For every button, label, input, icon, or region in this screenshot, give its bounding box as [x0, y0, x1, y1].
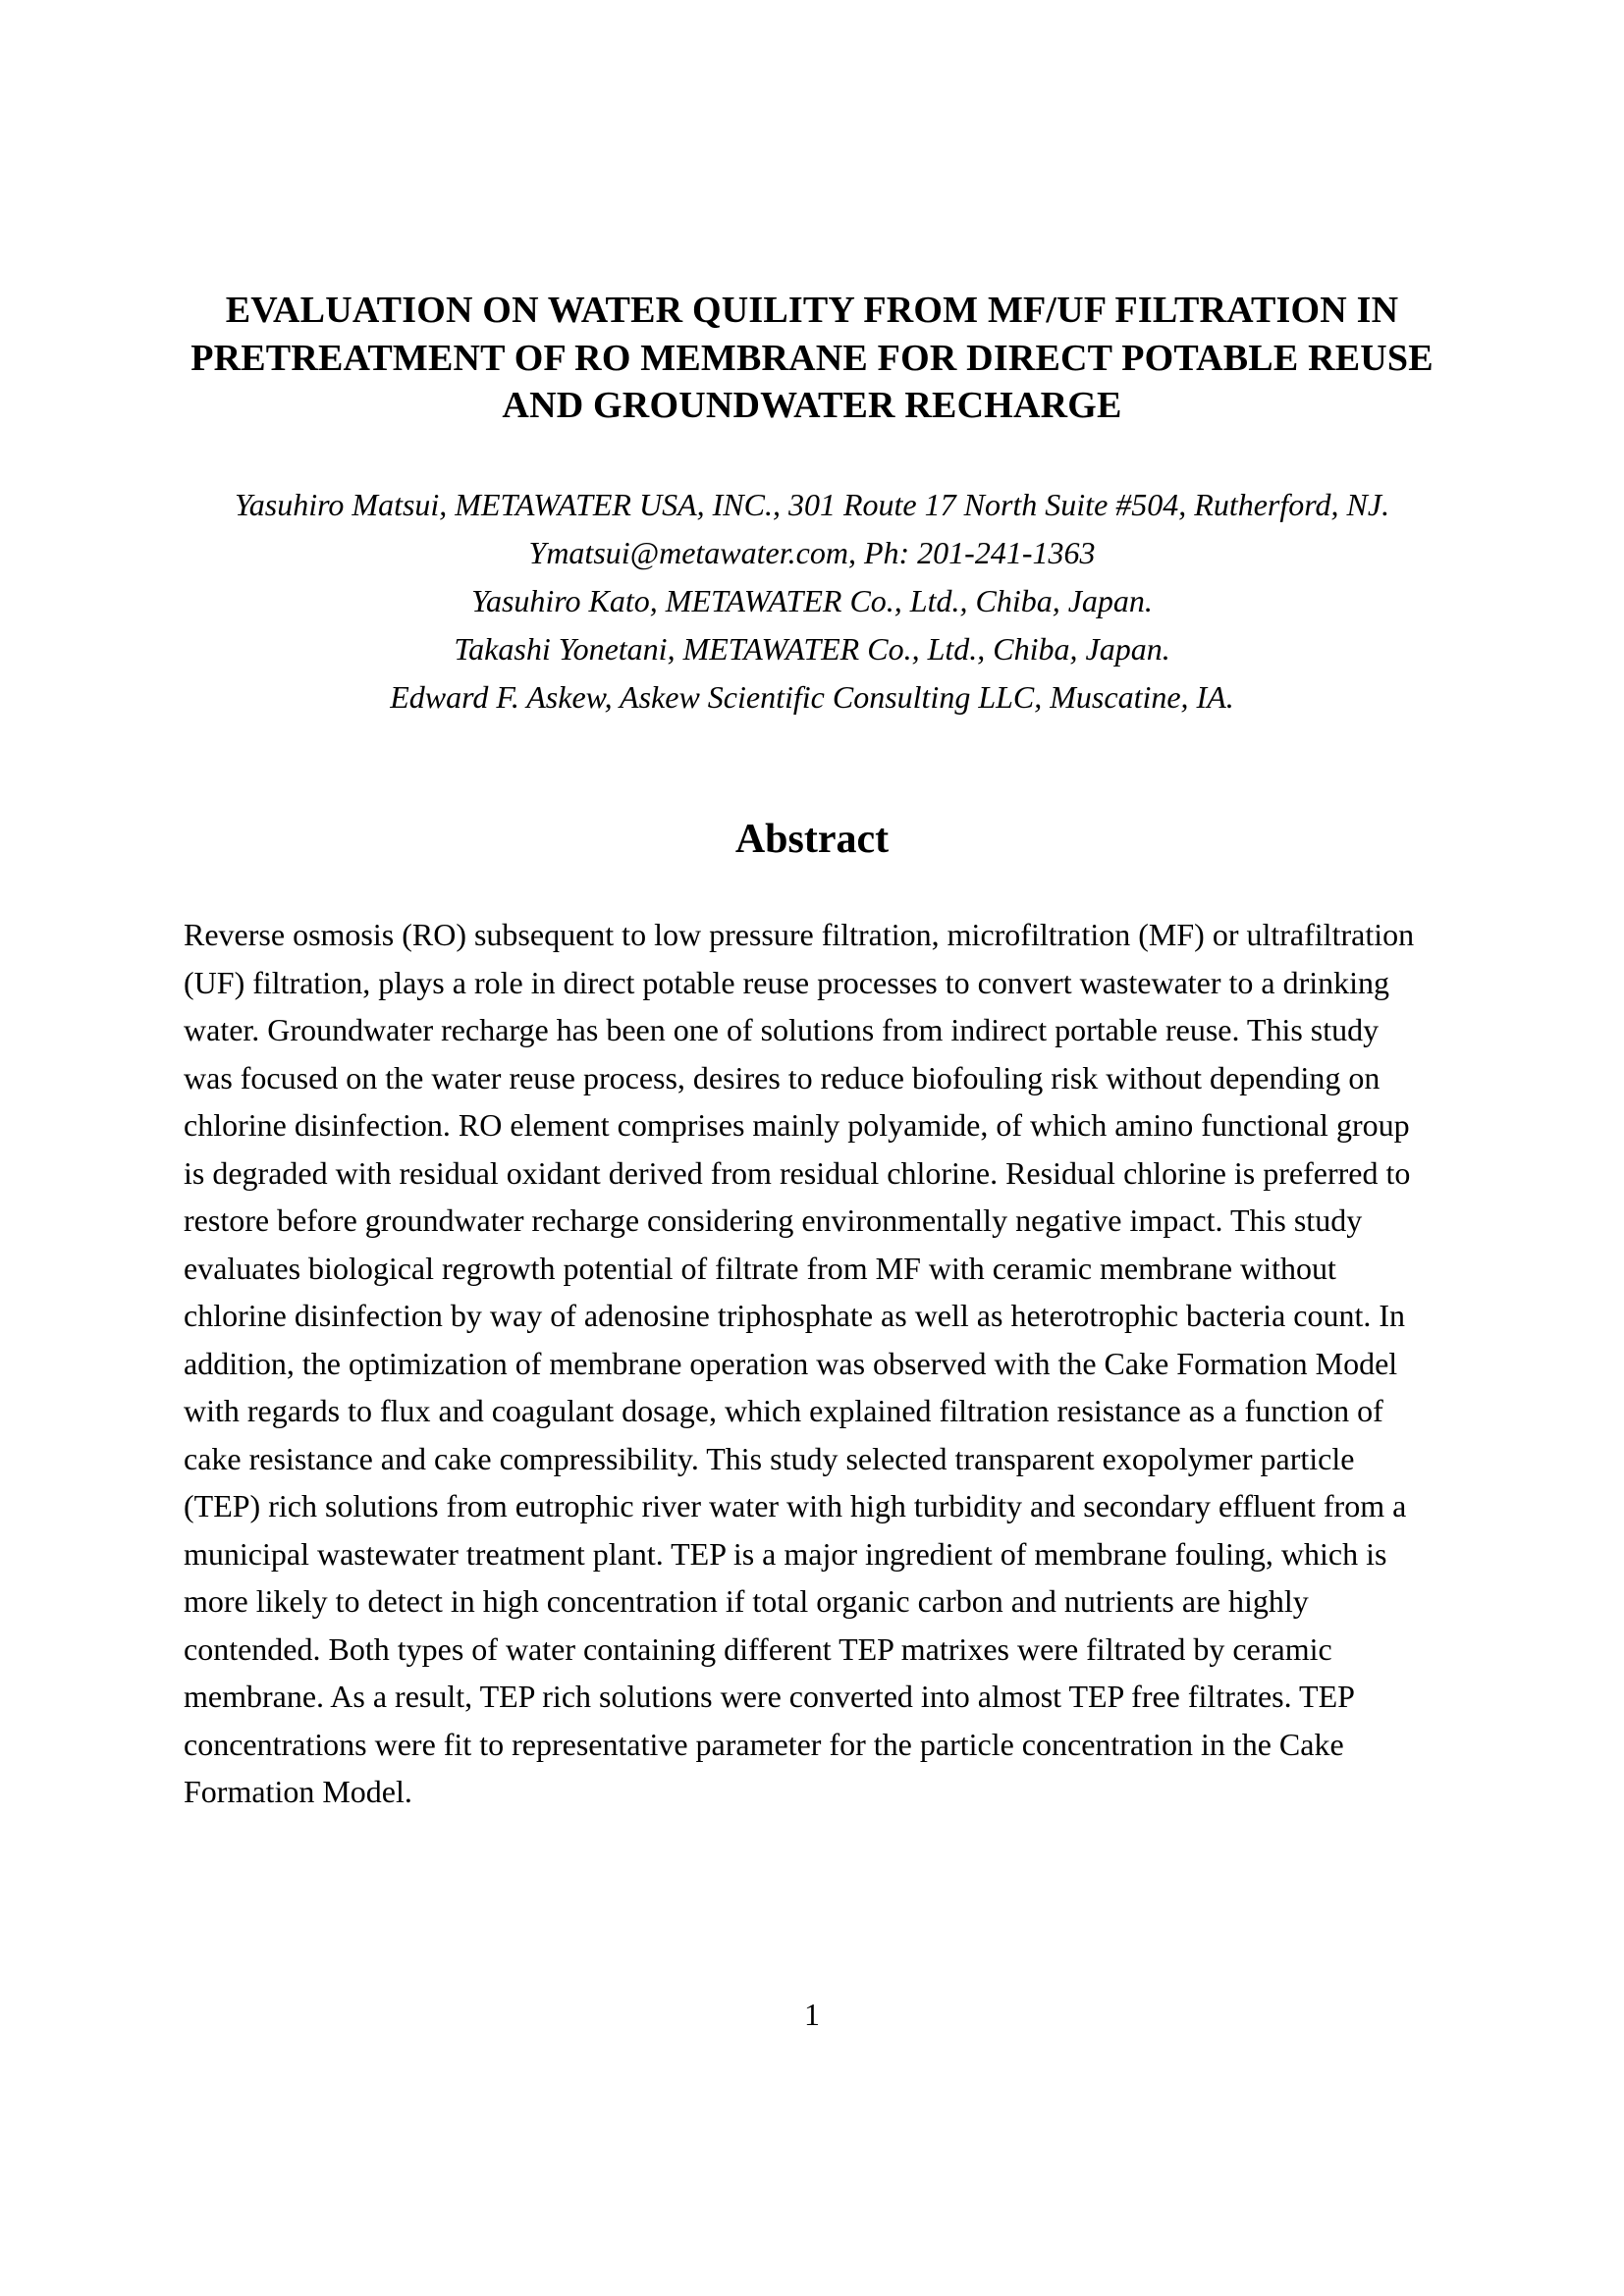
abstract-text-line: cake resistance and cake compressibility. This study selected transparent exopolymer particle	[184, 1440, 1355, 1476]
author-contact-line: Ymatsui@metawater.com, Ph: 201-241-1363	[528, 535, 1096, 570]
abstract-text-line: addition, the optimization of membrane operation was observed with the Cake Formation Model	[184, 1345, 1398, 1381]
author-line: Yasuhiro Matsui, METAWATER USA, INC., 301 Route 17 North Suite #504, Rutherford, NJ.	[234, 487, 1390, 522]
abstract-text-line: (UF) filtration, plays a role in direct potable reuse processes to convert wastewater to a drinking	[184, 964, 1390, 1000]
abstract-text-line: evaluates biological regrowth potential of filtrate from MF with ceramic membrane without	[184, 1250, 1336, 1286]
abstract-text-line: concentrations were fit to representative parameter for the particle concentration in the Cake	[184, 1726, 1344, 1762]
abstract-text-line: more likely to detect in high concentration if total organic carbon and nutrients are highly	[184, 1583, 1309, 1619]
abstract-text-line: (TEP) rich solutions from eutrophic river water with high turbidity and secondary effluent from a	[184, 1488, 1407, 1523]
abstract-text-line: was focused on the water reuse process, desires to reduce biofouling risk without depending on	[184, 1059, 1380, 1095]
author-line: Takashi Yonetani, METAWATER Co., Ltd., Chiba, Japan.	[454, 631, 1170, 667]
author-list	[0, 481, 1624, 721]
paper-title	[0, 287, 1624, 430]
abstract-text-line: chlorine disinfection by way of adenosine triphosphate as well as heterotrophic bacteria count. In	[184, 1298, 1406, 1333]
abstract-text-line: chlorine disinfection. RO element comprises mainly polyamide, of which amino functional group	[184, 1107, 1410, 1143]
page-number: 1	[804, 1997, 820, 2032]
abstract-text-line: is degraded with residual oxidant derived from residual chlorine. Residual chlorine is preferred to	[184, 1154, 1411, 1191]
abstract-text-line: municipal wastewater treatment plant. TEP is a major ingredient of membrane fouling, which is	[184, 1535, 1387, 1572]
abstract-heading: Abstract	[734, 817, 890, 862]
paper-title-line: EVALUATION ON WATER QUILITY FROM MF/UF FILTRATION IN	[225, 290, 1399, 331]
author-line: Yasuhiro Kato, METAWATER Co., Ltd., Chiba, Japan.	[471, 583, 1153, 618]
abstract-text-line: water. Groundwater recharge has been one of solutions from indirect portable reuse. This study	[184, 1012, 1380, 1047]
paper-title-line: AND GROUNDWATER RECHARGE	[502, 385, 1122, 426]
abstract-text-line: Reverse osmosis (RO) subsequent to low pressure filtration, microfiltration (MF) or ultrafiltration	[184, 917, 1415, 952]
abstract-text-line: membrane. As a result, TEP rich solutions were converted into almost TEP free filtrates. TEP	[184, 1679, 1355, 1714]
abstract-text-line: contended. Both types of water containing different TEP matrixes were filtrated by ceramic	[184, 1630, 1332, 1667]
author-line: Edward F. Askew, Askew Scientific Consulting LLC, Muscatine, IA.	[390, 679, 1234, 715]
abstract-text-line: with regards to flux and coagulant dosage, which explained filtration resistance as a function of	[184, 1393, 1383, 1428]
abstract-text-line: restore before groundwater recharge considering environmentally negative impact. This study	[184, 1202, 1363, 1238]
abstract-text-line: Formation Model.	[184, 1774, 412, 1809]
abstract-paragraph	[184, 911, 1450, 1816]
paper-title-line: PRETREATMENT OF RO MEMBRANE FOR DIRECT POTABLE REUSE	[190, 337, 1434, 379]
